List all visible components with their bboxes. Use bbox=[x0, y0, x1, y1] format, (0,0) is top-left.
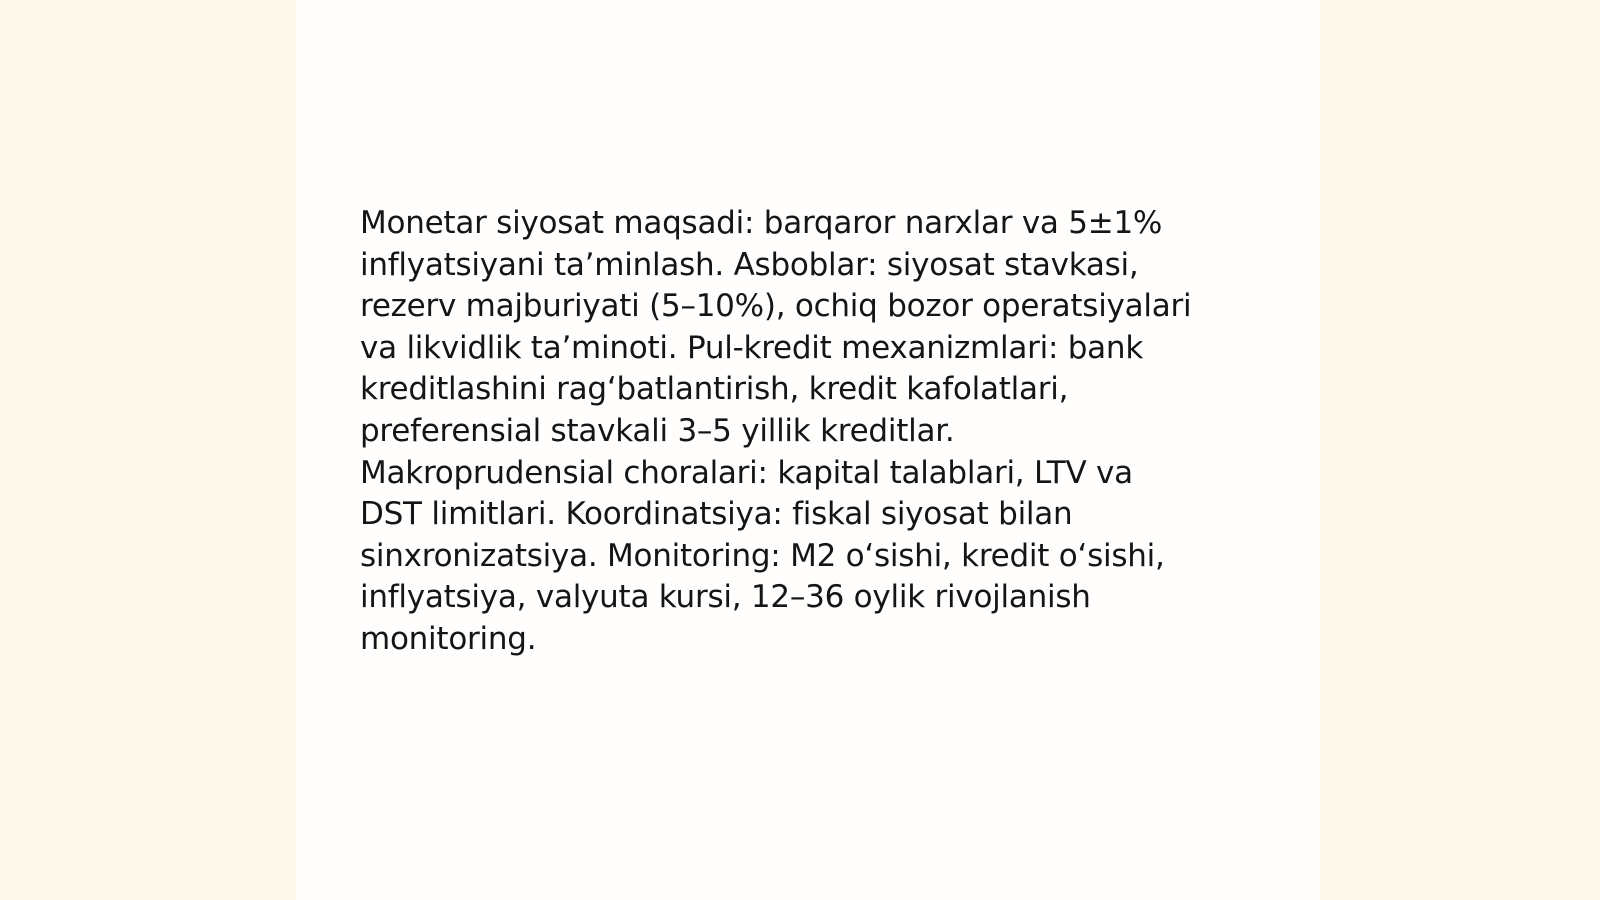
document-body-text bbox=[360, 203, 1250, 661]
text-line: va likvidlik ta’minoti. Pul-kredit mexanizmlari: bank bbox=[360, 329, 1144, 366]
text-line: sinxronizatsiya. Monitoring: M2 o‘sishi, kredit o‘sishi, bbox=[360, 537, 1165, 574]
text-line: inflyatsiyani ta’minlash. Asboblar: siyosat stavkasi, bbox=[360, 246, 1139, 283]
text-line: preferensial stavkali 3–5 yillik kreditlar. bbox=[360, 412, 955, 449]
text-line: Makroprudensial choralari: kapital talablari, LTV va bbox=[360, 454, 1133, 491]
document-sheet bbox=[296, 0, 1320, 900]
text-line: monitoring. bbox=[360, 620, 537, 657]
text-line: rezerv majburiyati (5–10%), ochiq bozor operatsiyalari bbox=[360, 288, 1192, 325]
text-line: inflyatsiya, valyuta kursi, 12–36 oylik rivojlanish bbox=[360, 579, 1091, 616]
text-line: kreditlashini rag‘batlantirish, kredit kafolatlari, bbox=[360, 371, 1069, 408]
text-line: DST limitlari. Koordinatsiya: fiskal siyosat bilan bbox=[360, 496, 1073, 533]
text-line: Monetar siyosat maqsadi: barqaror narxlar va 5±1% bbox=[360, 205, 1163, 241]
